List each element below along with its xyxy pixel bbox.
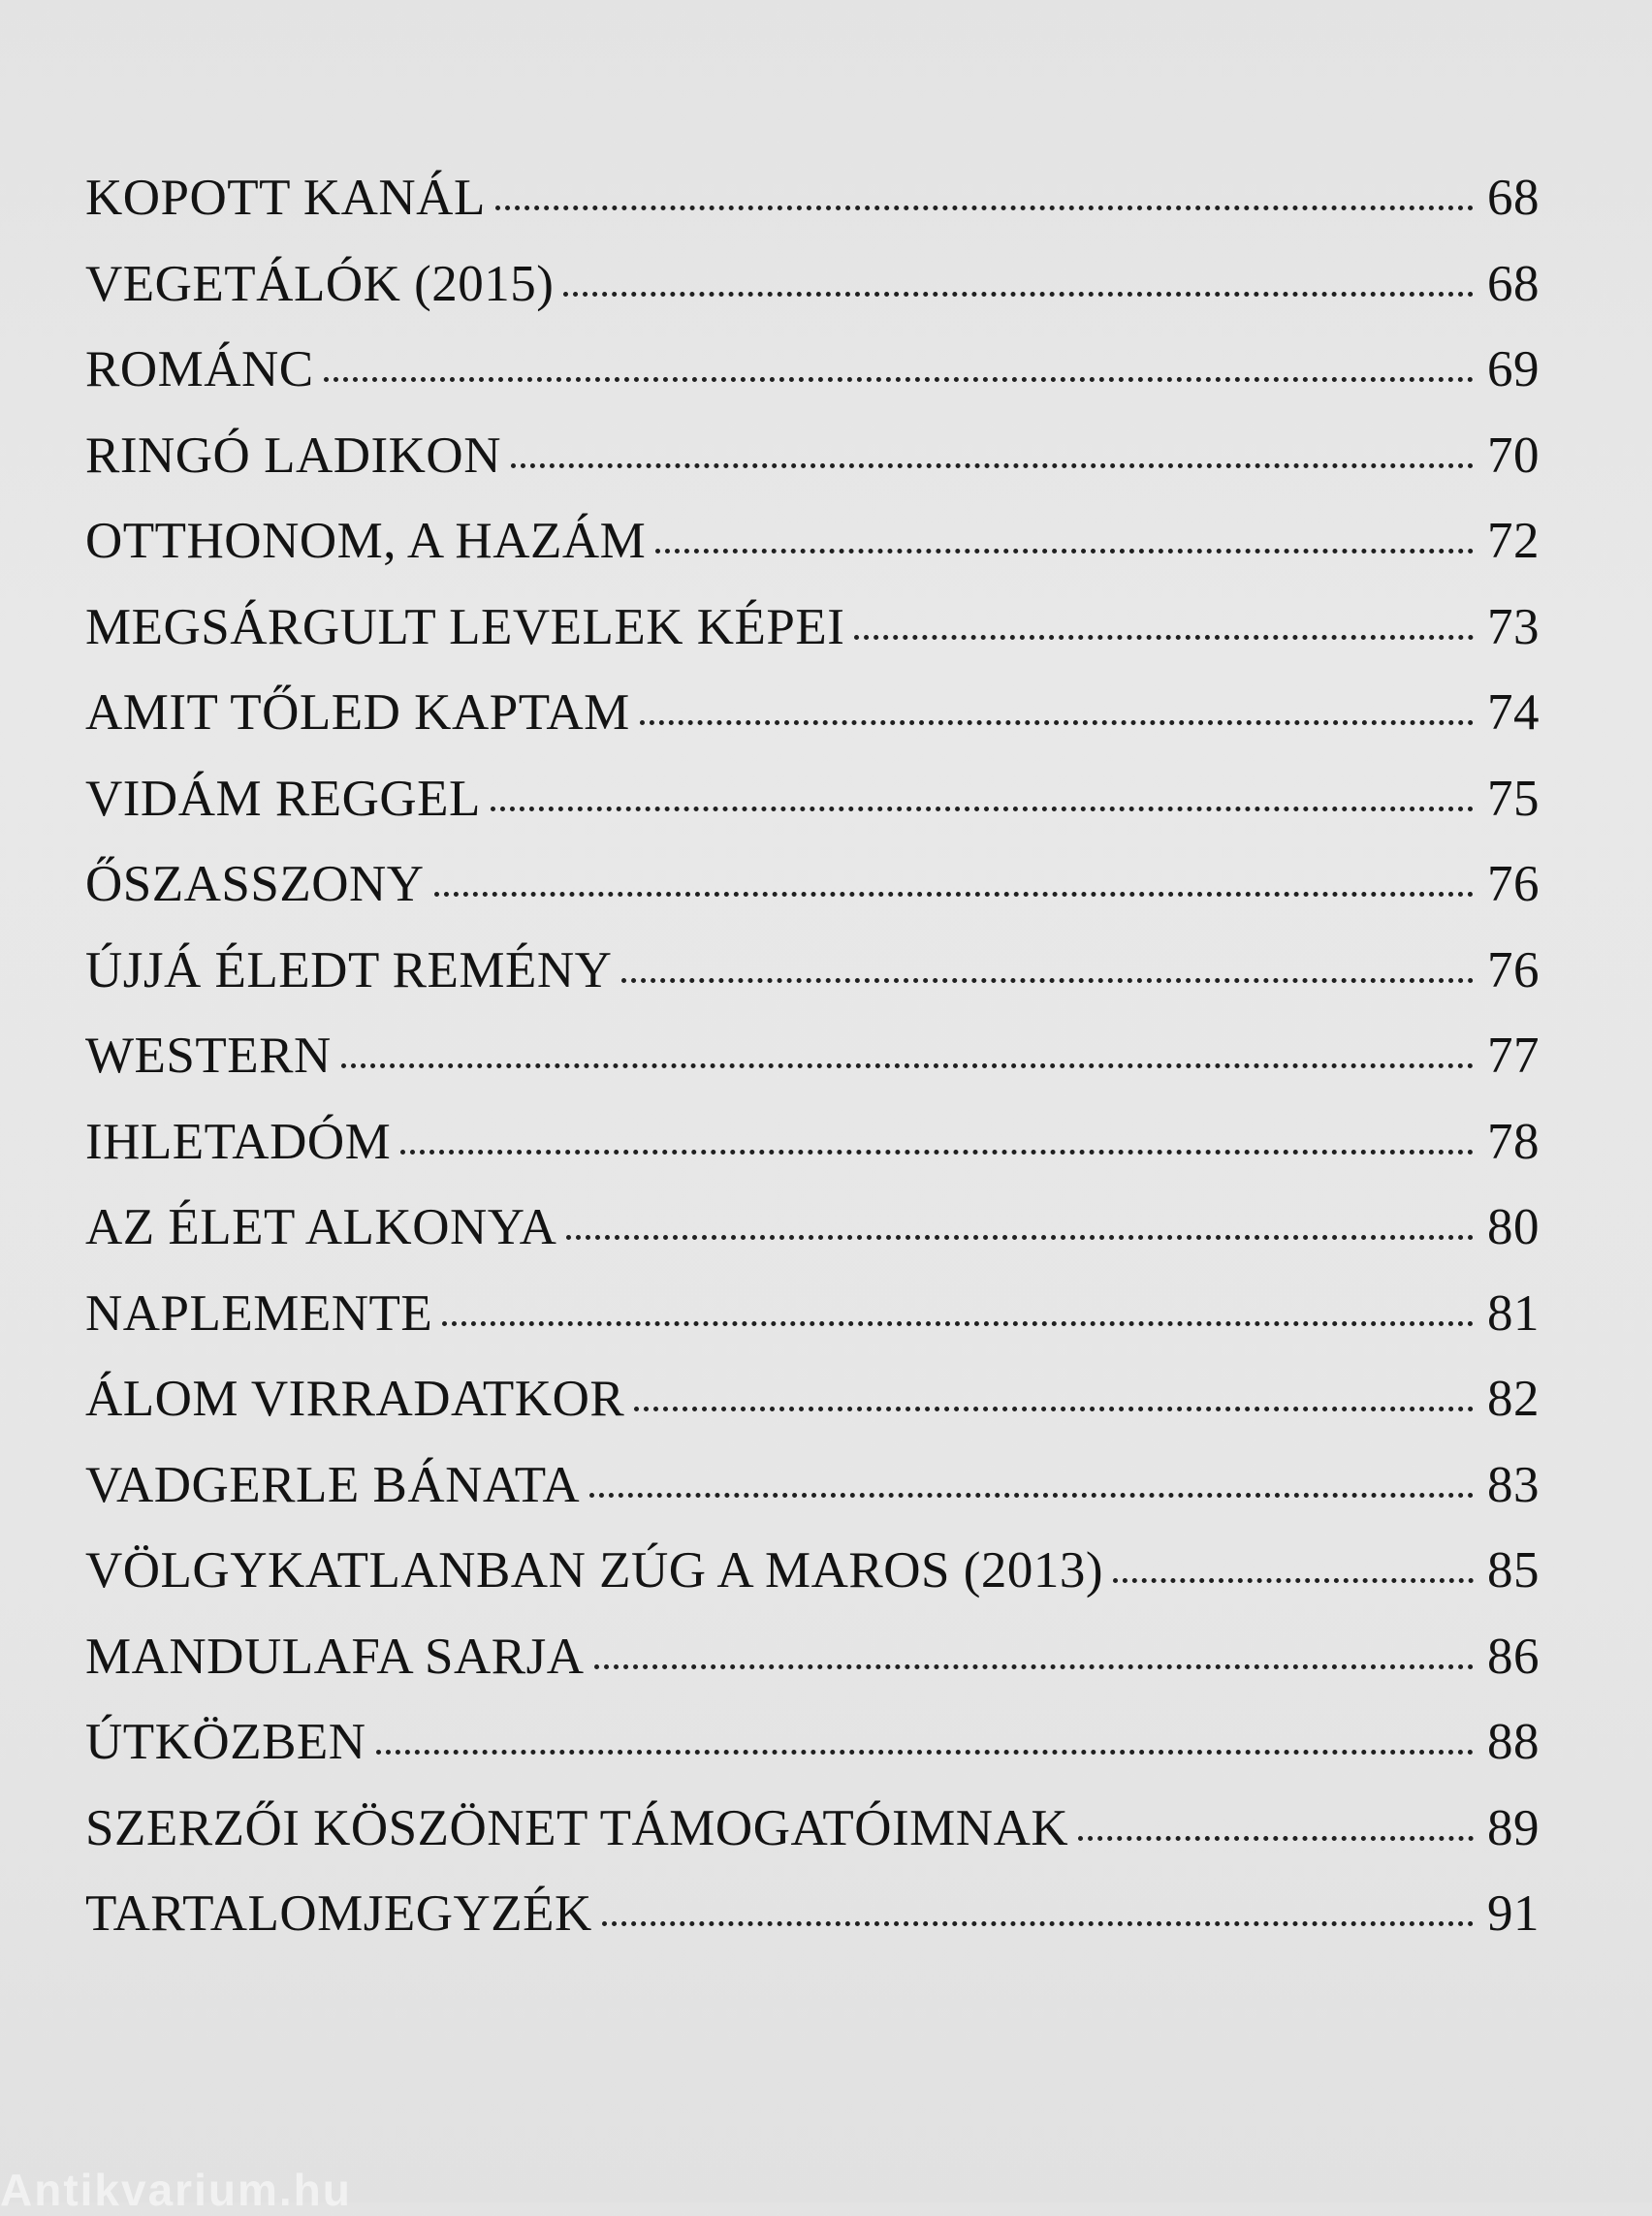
- dot-leader: [563, 290, 1474, 297]
- toc-entry-page: 82: [1487, 1371, 1540, 1427]
- toc-entry-title: KOPOTT KANÁL: [85, 170, 486, 226]
- toc-entry-title: VEGETÁLÓK (2015): [85, 255, 555, 312]
- dot-leader: [495, 204, 1474, 210]
- toc-entry: [85, 155, 1540, 241]
- toc-entry-title: AMIT TŐLED KAPTAM: [85, 684, 630, 741]
- dot-leader: [1113, 1576, 1474, 1583]
- dot-leader: [640, 718, 1474, 725]
- toc-entry-page: 76: [1487, 856, 1540, 912]
- toc-entry-page: 77: [1487, 1028, 1540, 1084]
- toc-entry: [85, 1871, 1540, 1957]
- toc-entry-page: 70: [1487, 427, 1540, 484]
- toc-entry-page: 83: [1487, 1456, 1540, 1513]
- toc-entry: [85, 756, 1540, 842]
- toc-entry: [85, 241, 1540, 328]
- dot-leader: [566, 1233, 1474, 1240]
- toc-entry-title: SZERZŐI KÖSZÖNET TÁMOGATÓIMNAK: [85, 1799, 1069, 1856]
- toc-entry-page: 86: [1487, 1628, 1540, 1685]
- dot-leader: [434, 890, 1474, 897]
- toc-entry: [85, 585, 1540, 671]
- dot-leader: [324, 375, 1474, 382]
- dot-leader: [594, 1662, 1474, 1669]
- watermark: Antikvarium.hu: [0, 2165, 352, 2215]
- toc-entry: [85, 327, 1540, 413]
- dot-leader: [511, 461, 1474, 468]
- toc-entry-title: NAPLEMENTE: [85, 1284, 433, 1342]
- dot-leader: [400, 1148, 1474, 1155]
- toc-entry-page: 75: [1487, 770, 1540, 827]
- dot-leader: [341, 1061, 1474, 1068]
- toc-entry-page: 91: [1487, 1885, 1540, 1942]
- toc-entry-title: ÚJJÁ ÉLEDT REMÉNY: [85, 941, 613, 998]
- dot-leader: [854, 633, 1474, 640]
- table-of-contents: [85, 155, 1540, 1957]
- toc-entry-title: VADGERLE BÁNATA: [85, 1456, 581, 1513]
- dot-leader: [1078, 1834, 1474, 1841]
- toc-entry-title: ÁLOM VIRRADATKOR: [85, 1371, 625, 1427]
- toc-entry: [85, 1271, 1540, 1357]
- toc-entry-title: RINGÓ LADIKON: [85, 427, 501, 484]
- toc-entry-title: OTTHONOM, A HAZÁM: [85, 513, 647, 569]
- toc-entry-page: 68: [1487, 170, 1540, 226]
- toc-entry-page: 85: [1487, 1542, 1540, 1599]
- toc-entry-page: 78: [1487, 1113, 1540, 1170]
- toc-entry-page: 88: [1487, 1714, 1540, 1770]
- toc-entry: [85, 1528, 1540, 1614]
- toc-entry-title: MANDULAFA SARJA: [85, 1628, 585, 1685]
- dot-leader: [621, 976, 1474, 983]
- toc-entry-page: 74: [1487, 684, 1540, 741]
- toc-entry: [85, 1614, 1540, 1700]
- toc-entry-title: VIDÁM REGGEL: [85, 770, 481, 827]
- toc-entry: [85, 1442, 1540, 1529]
- toc-entry-title: MEGSÁRGULT LEVELEK KÉPEI: [85, 598, 845, 655]
- dot-leader: [602, 1919, 1474, 1926]
- toc-entry: [85, 1699, 1540, 1786]
- toc-entry-page: 68: [1487, 255, 1540, 312]
- toc-entry-title: ROMÁNC: [85, 341, 314, 397]
- toc-entry-title: ŐSZASSZONY: [85, 856, 425, 912]
- toc-entry: [85, 498, 1540, 585]
- toc-entry-title: VÖLGYKATLANBAN ZÚG A MAROS (2013): [85, 1542, 1103, 1599]
- toc-entry-title: AZ ÉLET ALKONYA: [85, 1199, 557, 1255]
- dot-leader: [655, 547, 1474, 554]
- toc-entry: [85, 1356, 1540, 1442]
- toc-entry-page: 81: [1487, 1284, 1540, 1342]
- toc-entry-title: WESTERN: [85, 1028, 332, 1084]
- toc-entry-page: 80: [1487, 1199, 1540, 1255]
- toc-entry-page: 72: [1487, 513, 1540, 569]
- toc-entry-title: ÚTKÖZBEN: [85, 1714, 366, 1770]
- toc-entry: [85, 1185, 1540, 1271]
- toc-entry-title: TARTALOMJEGYZÉK: [85, 1885, 592, 1942]
- toc-entry: [85, 928, 1540, 1014]
- dot-leader: [442, 1319, 1474, 1326]
- toc-entry-page: 73: [1487, 598, 1540, 655]
- toc-entry-title: IHLETADÓM: [85, 1113, 392, 1170]
- dot-leader: [376, 1748, 1474, 1755]
- toc-entry-page: 89: [1487, 1799, 1540, 1856]
- dot-leader: [634, 1405, 1474, 1411]
- toc-entry-page: 69: [1487, 341, 1540, 397]
- toc-entry: [85, 1013, 1540, 1099]
- toc-entry-page: 76: [1487, 941, 1540, 998]
- toc-entry: [85, 413, 1540, 499]
- toc-entry: [85, 841, 1540, 928]
- dot-leader: [491, 805, 1474, 811]
- dot-leader: [589, 1491, 1474, 1498]
- toc-entry: [85, 670, 1540, 756]
- toc-entry: [85, 1786, 1540, 1872]
- toc-entry: [85, 1099, 1540, 1186]
